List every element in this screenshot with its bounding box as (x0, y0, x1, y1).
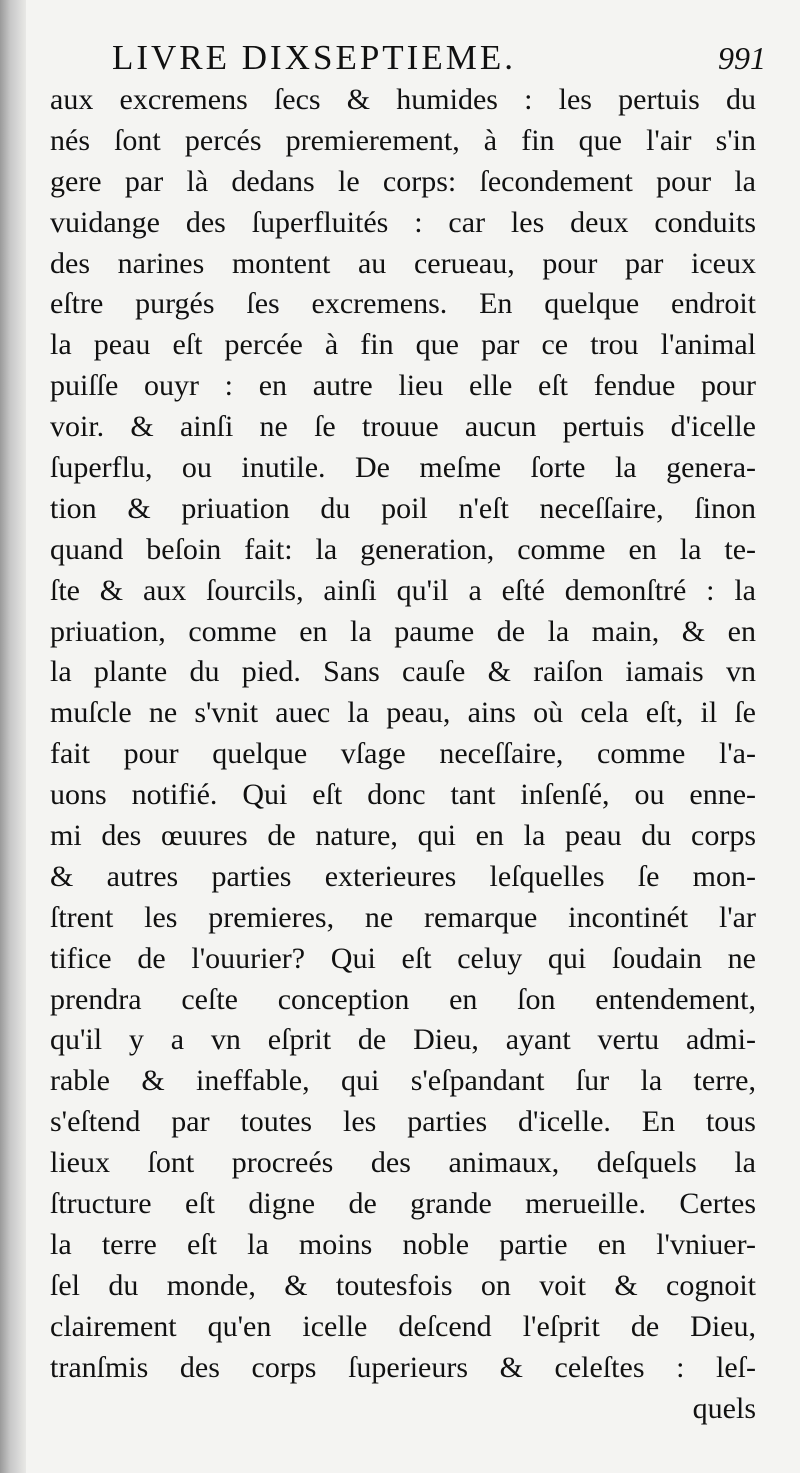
text-line: eſtre purgés ſes excremens. En quelque endroit (50, 287, 756, 321)
text-line: clairement qu'en icelle deſcend l'eſprit de Dieu, (50, 1309, 756, 1343)
page-number: 991 (718, 40, 766, 76)
text-line: quand beſoin fait: la generation, comme en la te- (50, 532, 756, 566)
text-line: priuation, comme en la paume de la main, & en (50, 614, 756, 648)
catchword: quels (692, 1391, 756, 1425)
text-line: tion & priuation du poil n'eſt neceſſaire, ſinon (50, 491, 756, 525)
text-line: rable & ineffable, qui s'eſpandant ſur la terre, (50, 1064, 756, 1098)
body-text (50, 80, 756, 1429)
page-header (0, 34, 800, 82)
text-line: vuidange des ſuperfluités : car les deux conduits (50, 205, 756, 239)
text-line: des narines montent au cerueau, pour par iceux (50, 246, 756, 280)
text-line: voir. & ainſi ne ſe trouue aucun pertuis d'icelle (50, 410, 756, 444)
text-line: tifice de l'ouurier? Qui eſt celuy qui ſoudain ne (50, 941, 756, 975)
text-line: prendra ceſte conception en ſon entendement, (50, 982, 756, 1016)
text-line: ſtrent les premieres, ne remarque incontinét l'ar (50, 900, 756, 934)
running-title: LIVRE DIXSEPTIEME. (112, 38, 516, 77)
text-line: tranſmis des corps ſuperieurs & celeſtes : leſ- (50, 1350, 756, 1384)
text-line: ſuperflu, ou inutile. De meſme ſorte la genera- (50, 451, 756, 485)
text-line: aux excremens ſecs & humides : les pertuis du (50, 83, 756, 116)
text-line: muſcle ne s'vnit auec la peau, ains où cela eſt, il ſe (50, 696, 756, 730)
text-line: puiſſe ouyr : en autre lieu elle eſt fendue pour (50, 369, 756, 403)
text-line: qu'il y a vn eſprit de Dieu, ayant vertu admi- (50, 1023, 756, 1057)
text-line: s'eſtend par toutes les parties d'icelle. En tous (50, 1105, 756, 1139)
text-line: la peau eſt percée à fin que par ce trou l'animal (50, 328, 756, 362)
text-line: ſtructure eſt digne de grande merueille. Certes (50, 1187, 756, 1221)
text-line: & autres parties exterieures leſquelles ſe mon- (50, 859, 756, 893)
text-line: gere par là dedans le corps: ſecondement pour la (50, 164, 756, 198)
text-line: ſte & aux ſourcils, ainſi qu'il a eſté demonſtré : la (50, 573, 756, 607)
text-line: ſel du monde, & toutesfois on voit & cognoit (50, 1268, 756, 1302)
text-line: fait pour quelque vſage neceſſaire, comme l'a- (50, 737, 756, 771)
text-line: uons notifié. Qui eſt donc tant inſenſé, ou enne- (50, 778, 756, 812)
text-line: la terre eſt la moins noble partie en l'vniuer- (50, 1227, 756, 1261)
text-line: nés ſont percés premierement, à fin que l'air s'in (50, 123, 756, 157)
text-line: lieux ſont procreés des animaux, deſquels la (50, 1146, 756, 1180)
text-line: mi des œuures de nature, qui en la peau du corps (50, 819, 756, 853)
page-gutter-shadow (0, 0, 26, 1473)
text-line: la plante du pied. Sans cauſe & raiſon iamais vn (50, 655, 756, 689)
